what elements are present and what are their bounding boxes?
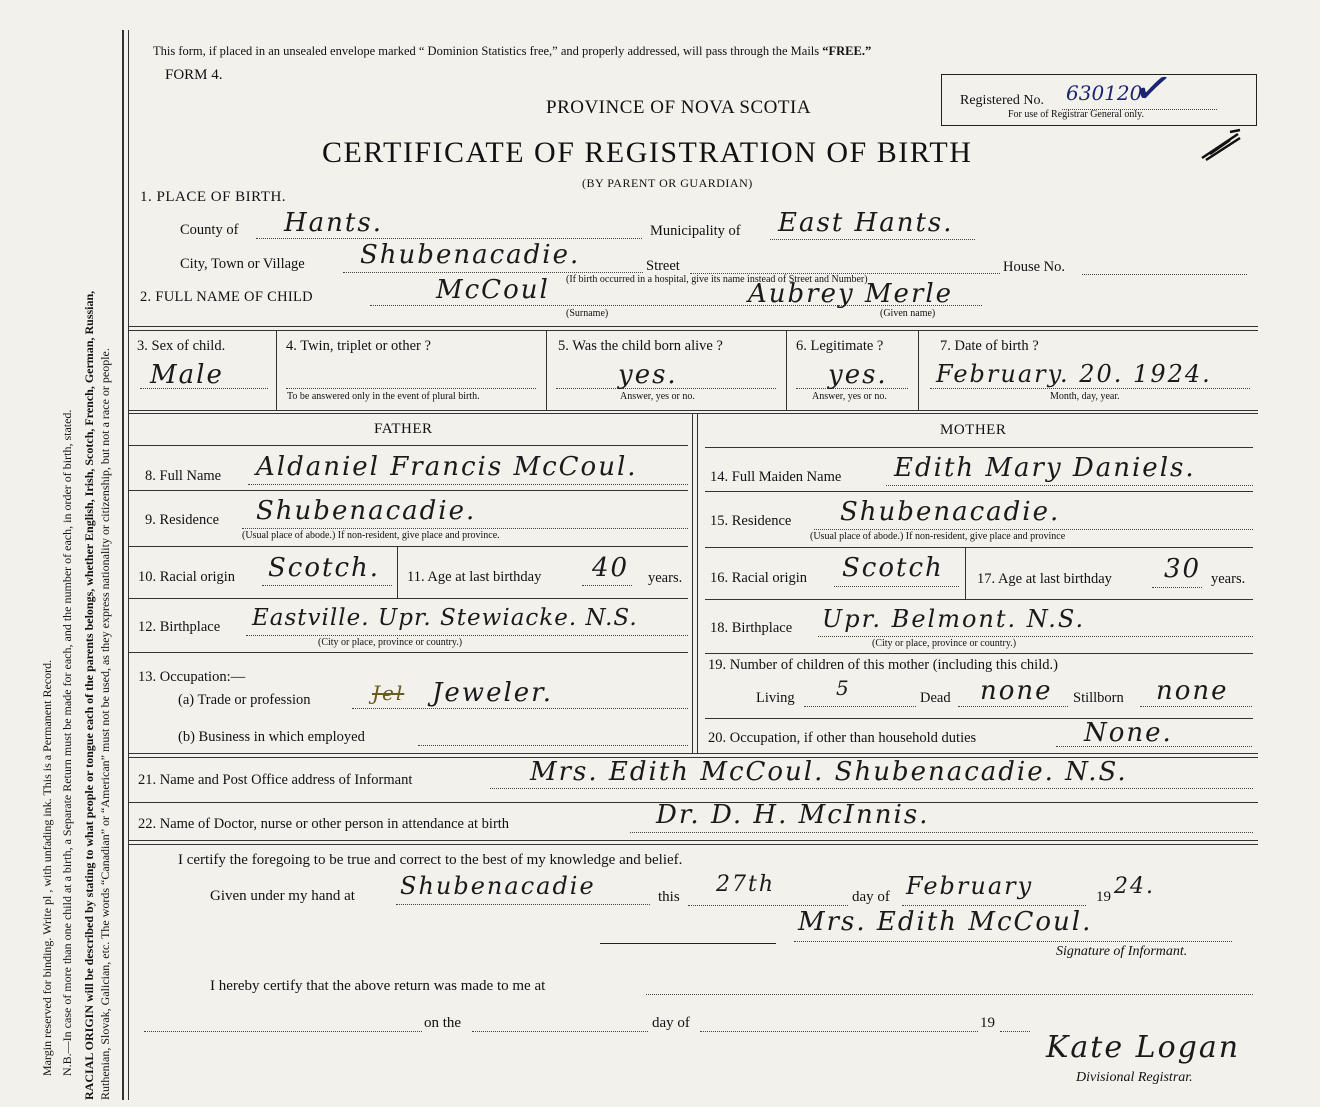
mother-age: 30 — [1164, 554, 1202, 584]
check-mark: ✓ — [1129, 58, 1177, 118]
certify-place: Shubenacadie — [400, 872, 596, 900]
surname-caption: (Surname) — [566, 308, 609, 319]
father-residence-label: 9. Residence — [145, 512, 220, 528]
mother-occupation-label: 20. Occupation, if other than household duties — [708, 730, 977, 746]
place-of-birth-heading: 1. PLACE OF BIRTH. — [140, 189, 287, 205]
alive-note: Answer, yes or no. — [620, 391, 695, 402]
alive-label: 5. Was the child born alive ? — [558, 338, 723, 354]
city-value: Shubenacadie. — [360, 240, 581, 270]
twin-label: 4. Twin, triplet or other ? — [286, 338, 431, 354]
registered-number: 630120 — [1066, 81, 1143, 105]
given-label: Given under my hand at — [210, 888, 355, 904]
father-racial-label: 10. Racial origin — [138, 569, 236, 585]
informant-value: Mrs. Edith McCoul. Shubenacadie. N.S. — [530, 757, 1128, 787]
stillborn-value: none — [1156, 676, 1229, 706]
registered-label: Registered No. — [960, 93, 1044, 108]
mother-birthplace-note: (City or place, province or country.) — [872, 638, 1017, 649]
certify-text: I certify the foregoing to be true and correct to the best of my knowledge and belief. — [178, 852, 683, 868]
father-heading: FATHER — [374, 421, 433, 437]
mother-name: Edith Mary Daniels. — [894, 453, 1196, 483]
house-no-label: House No. — [1003, 259, 1066, 275]
business-label: (b) Business in which employed — [178, 729, 365, 745]
mother-heading: MOTHER — [940, 422, 1007, 438]
margin-rule-2 — [128, 30, 129, 1100]
certificate-subtitle: (BY PARENT OR GUARDIAN) — [582, 176, 753, 190]
certify-day: 27th — [716, 872, 776, 897]
certificate-title: CERTIFICATE OF REGISTRATION OF BIRTH — [322, 136, 973, 169]
registrar-day-of: day of — [652, 1015, 690, 1031]
dob-label: 7. Date of birth ? — [940, 338, 1039, 354]
mother-racial-label: 16. Racial origin — [710, 570, 808, 586]
margin-rule — [122, 30, 124, 1100]
father-racial: Scotch. — [268, 553, 381, 583]
mother-residence-label: 15. Residence — [710, 513, 792, 529]
informant-signature: Mrs. Edith McCoul. — [798, 907, 1093, 937]
certify-month: February — [906, 872, 1034, 900]
legitimate-label: 6. Legitimate ? — [796, 338, 884, 354]
given-caption: (Given name) — [880, 308, 936, 319]
dob-value: February. 20. 1924. — [936, 360, 1212, 388]
municipality-label: Municipality of — [650, 223, 741, 239]
mother-years: years. — [1211, 571, 1246, 587]
registrar-signature: Kate Logan — [1046, 1030, 1241, 1065]
mother-birthplace: Upr. Belmont. N.S. — [822, 605, 1086, 633]
father-name: Aldaniel Francis McCoul. — [256, 452, 638, 482]
child-surname: McCoul — [436, 275, 550, 305]
form-number: FORM 4. — [165, 67, 223, 83]
this-label: this — [658, 889, 680, 905]
child-name-label: 2. FULL NAME OF CHILD — [140, 289, 313, 305]
occupation-label: 13. Occupation:— — [138, 669, 246, 685]
twin-note: To be answered only in the event of plural birth. — [287, 391, 480, 402]
living-value: 5 — [836, 676, 851, 700]
father-birthplace: Eastville. Upr. Stewiacke. N.S. — [252, 605, 638, 631]
doctor-value: Dr. D. H. McInnis. — [656, 800, 930, 830]
certify-year-suffix: 24. — [1114, 874, 1155, 899]
informant-label: 21. Name and Post Office address of Informant — [138, 772, 413, 788]
alive-value: yes. — [618, 360, 678, 390]
registered-note: For use of Registrar General only. — [1008, 109, 1144, 120]
child-given-name: Aubrey Merle — [748, 279, 954, 309]
mother-residence: Shubenacadie. — [840, 497, 1061, 527]
province-heading: PROVINCE OF NOVA SCOTIA — [546, 97, 812, 118]
registrar-text: I hereby certify that the above return was made to me at — [210, 978, 546, 994]
dead-value: none — [980, 676, 1053, 706]
mother-residence-note: (Usual place of abode.) If non-resident, give place and province — [810, 531, 1066, 542]
signature-caption: Signature of Informant. — [1056, 944, 1188, 959]
doctor-label: 22. Name of Doctor, nurse or other person in attendance at birth — [138, 816, 510, 832]
living-label: Living — [756, 690, 795, 706]
certify-year-prefix: 19 — [1096, 889, 1111, 905]
postal-notice: This form, if placed in an unsealed envelope marked “ Dominion Statistics free,” and properly addressed, will pass through the Mails “FREE.” — [153, 44, 872, 58]
registrar-on-the: on the — [424, 1015, 462, 1031]
mother-racial: Scotch — [842, 553, 944, 583]
father-residence-note: (Usual place of abode.) If non-resident, give place and province. — [242, 530, 500, 541]
margin-note-1: Margin reserved for binding. Write pl , with unfading ink. This is a Permanent Record. — [40, 659, 54, 1076]
trade-crossed: Jel — [372, 681, 405, 705]
mother-occupation: None. — [1084, 718, 1173, 748]
municipality-value: East Hants. — [778, 208, 954, 238]
mother-name-label: 14. Full Maiden Name — [710, 469, 842, 485]
mother-birthplace-label: 18. Birthplace — [710, 620, 793, 636]
legitimate-note: Answer, yes or no. — [812, 391, 887, 402]
margin-note-4: Ruthenian, Slovak, Galician, etc. The words “Canadian” or “American” must not be used, as they express nationality or citizenship, but not a race or people. — [98, 348, 112, 1100]
stillborn-label: Stillborn — [1073, 690, 1124, 706]
registered-box — [941, 58, 1257, 126]
legitimate-value: yes. — [828, 360, 888, 390]
father-age: 40 — [592, 553, 630, 583]
margin-note-3: RACIAL ORIGIN will be described by stating to what people or tongue each of the parents belongs, whether English, Irish, Scotch, French, German, Russian, — [82, 290, 96, 1100]
sex-value: Male — [150, 360, 224, 390]
registrar-caption: Divisional Registrar. — [1076, 1070, 1193, 1085]
hospital-note: (If birth occurred in a hospital, give its name instead of Street and Number) — [566, 274, 868, 285]
dob-note: Month, day, year. — [1050, 391, 1120, 402]
county-label: County of — [180, 222, 239, 238]
county-value: Hants. — [284, 208, 383, 238]
mother-age-label: 17. Age at last birthday — [977, 571, 1112, 587]
father-residence: Shubenacadie. — [256, 496, 477, 526]
city-label: City, Town or Village — [180, 256, 305, 272]
dead-label: Dead — [920, 690, 951, 706]
trade-label: (a) Trade or profession — [178, 692, 311, 708]
father-age-label: 11. Age at last birthday — [407, 569, 542, 585]
father-years: years. — [648, 570, 683, 586]
children-label: 19. Number of children of this mother (including this child.) — [708, 657, 1058, 673]
father-name-label: 8. Full Name — [145, 468, 222, 484]
sex-label: 3. Sex of child. — [137, 338, 226, 354]
trade-value: Jeweler. — [432, 678, 553, 708]
registrar-year-prefix: 19 — [980, 1015, 995, 1031]
stamp-mark — [1200, 128, 1242, 162]
street-label: Street — [646, 258, 680, 274]
day-of-label: day of — [852, 889, 890, 905]
margin-note-2: N.B.—In case of more than one child at a birth, a Separate Return must be made for each, and the number of each, in order of birth, stated. — [60, 409, 74, 1076]
father-birthplace-note: (City or place, province or country.) — [318, 637, 463, 648]
father-birthplace-label: 12. Birthplace — [138, 619, 221, 635]
